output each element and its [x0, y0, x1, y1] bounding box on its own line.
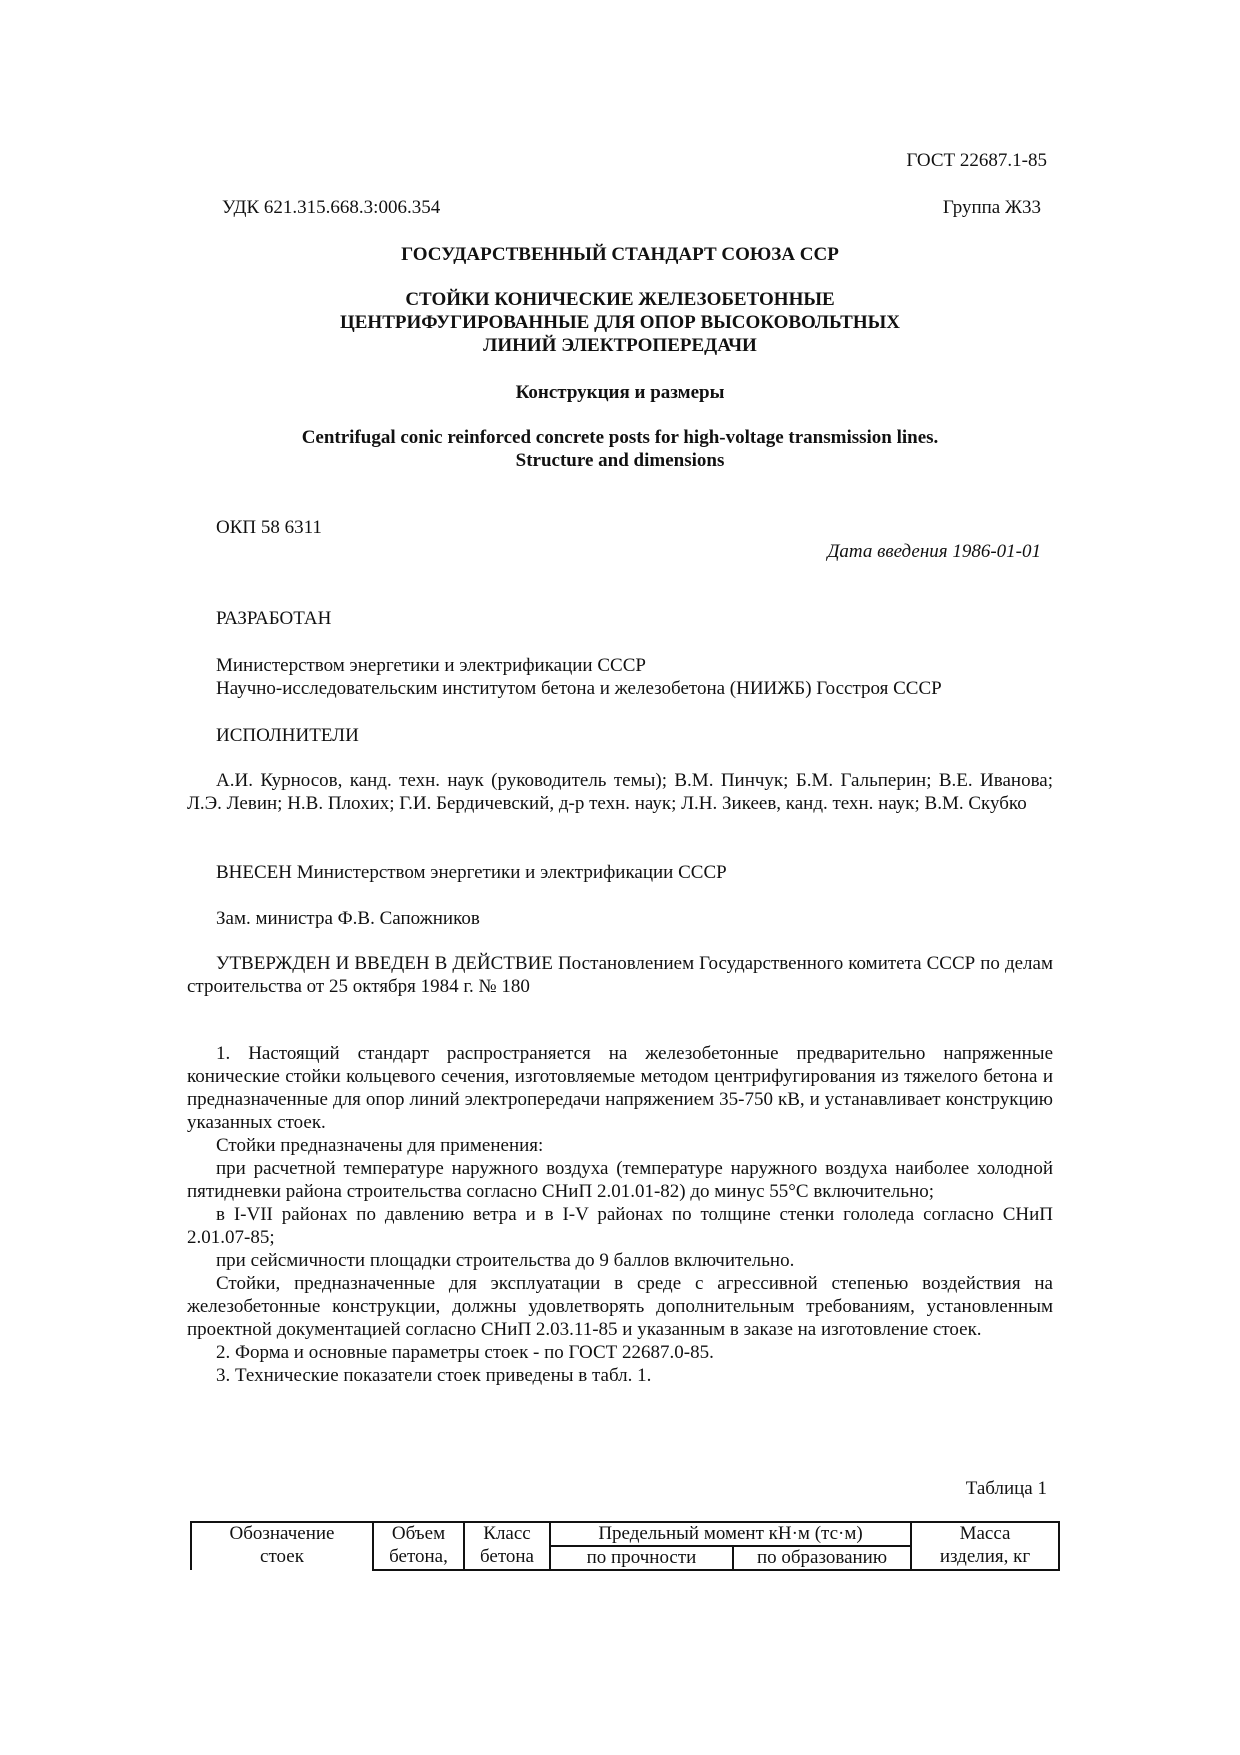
state-standard-heading: ГОСУДАРСТВЕННЫЙ СТАНДАРТ СОЮЗА ССР	[401, 244, 839, 265]
english-title-line: Structure and dimensions	[515, 450, 725, 471]
header-strength: по прочности	[550, 1546, 733, 1570]
header-designation: Обозначение	[191, 1522, 373, 1546]
header-class: Класс	[464, 1522, 550, 1546]
table-header-row	[191, 1522, 1059, 1546]
approval-section	[187, 952, 1053, 998]
header-mass: Масса	[911, 1522, 1059, 1546]
body-paragraph: при расчетной температуре наружного воздуха (температуре наружного воздуха наиболее холодной пятидневки района строительства согласно СНиП 2.01.01-82) до минус 55°С включительно;	[187, 1158, 1053, 1202]
body-paragraph: Стойки, предназначенные для эксплуатации в среде с агрессивной степенью воздействия на железобетонные конструкции, должны удовлетворять дополнительным требованиям, установленным проектной документацией согласно СНиП 2.03.11-85 и указанным в заказе на изготовление стоек.	[187, 1273, 1053, 1340]
body-paragraph: 3. Технические показатели стоек приведены в табл. 1.	[216, 1365, 652, 1386]
developed-label: РАЗРАБОТАН	[216, 608, 332, 629]
body-paragraph: в I-VII районах по давлению ветра и в I-V районах по толщине стенки гололеда согласно СНиП 2.01.07-85;	[187, 1204, 1053, 1248]
body-paragraph: 1. Настоящий стандарт распространяется на железобетонные предварительно напряженные конические стойки кольцевого сечения, изготовляемые методом центрифугирования из тяжелого бетона и предназначенные для опор линий электропередачи напряжением 35-750 кВ, и устанавливает конструкцию указанных стоек.	[187, 1043, 1053, 1133]
body-paragraph: Стойки предназначены для применения:	[216, 1135, 544, 1156]
header-moment: Предельный момент кН·м (тс·м)	[550, 1522, 911, 1546]
executors-label: ИСПОЛНИТЕЛИ	[216, 725, 359, 746]
header-volume-cont: бетона,	[373, 1546, 464, 1570]
developed-by-line: Министерством энергетики и электрификации СССР	[216, 655, 646, 676]
introduced-text: ВНЕСЕН Министерством энергетики и электрификации СССР	[216, 862, 727, 883]
gost-number: ГОСТ 22687.1-85	[906, 150, 1047, 171]
udk-code: УДК 621.315.668.3:006.354	[222, 197, 441, 218]
deputy-minister	[187, 907, 1053, 930]
standard-body	[187, 1042, 1053, 1387]
deputy-text: Зам. министра Ф.В. Сапожников	[216, 908, 480, 929]
developed-by	[187, 654, 1053, 700]
document-title	[187, 288, 1053, 357]
developed-section	[187, 607, 1053, 630]
executors-list	[187, 769, 1053, 815]
title-line: ЛИНИЙ ЭЛЕКТРОПЕРЕДАЧИ	[483, 335, 757, 356]
body-paragraph: 2. Форма и основные параметры стоек - по ГОСТ 22687.0-85.	[216, 1342, 714, 1363]
specs-table	[190, 1521, 1060, 1571]
introduction-date: Дата введения 1986-01-01	[827, 541, 1041, 562]
english-title-line: Centrifugal conic reinforced concrete posts for high-voltage transmission lines.	[301, 427, 939, 448]
header-designation-cont: стоек	[191, 1546, 373, 1570]
header-volume: Объем	[373, 1522, 464, 1546]
developed-by-line: Научно-исследовательским институтом бетона и железобетона (НИИЖБ) Госстроя СССР	[216, 678, 942, 699]
english-title	[187, 426, 1053, 472]
okp-code: ОКП 58 6311	[216, 517, 322, 538]
table-label: Таблица 1	[965, 1478, 1047, 1499]
group-code: Группа Ж33	[942, 197, 1041, 218]
document-subtitle: Конструкция и размеры	[515, 382, 725, 403]
executors-section	[187, 724, 1053, 747]
executors-names: А.И. Курносов, канд. техн. наук (руководитель темы); В.М. Пинчук; Б.М. Гальперин; В.Е. Иванова; Л.Э. Левин; Н.В. Плохих; Г.И. Бердичевский, д-р техн. наук; Л.Н. Зикеев, канд. техн. наук; В.М. Скубко	[187, 770, 1053, 814]
title-line: СТОЙКИ КОНИЧЕСКИЕ ЖЕЛЕЗОБЕТОННЫЕ	[405, 289, 835, 310]
table-header-row	[191, 1546, 1059, 1570]
body-paragraph: при сейсмичности площадки строительства до 9 баллов включительно.	[216, 1250, 795, 1271]
header-formation: по образованию	[733, 1546, 911, 1570]
title-line: ЦЕНТРИФУГИРОВАННЫЕ ДЛЯ ОПОР ВЫСОКОВОЛЬТНЫХ	[339, 312, 900, 333]
header-class-cont: бетона	[464, 1546, 550, 1570]
approval-text: УТВЕРЖДЕН И ВВЕДЕН В ДЕЙСТВИЕ Постановлением Государственного комитета СССР по делам строительства от 25 октября 1984 г. № 180	[187, 953, 1053, 997]
header-mass-cont: изделия, кг	[911, 1546, 1059, 1570]
introduced-by	[187, 861, 1053, 884]
